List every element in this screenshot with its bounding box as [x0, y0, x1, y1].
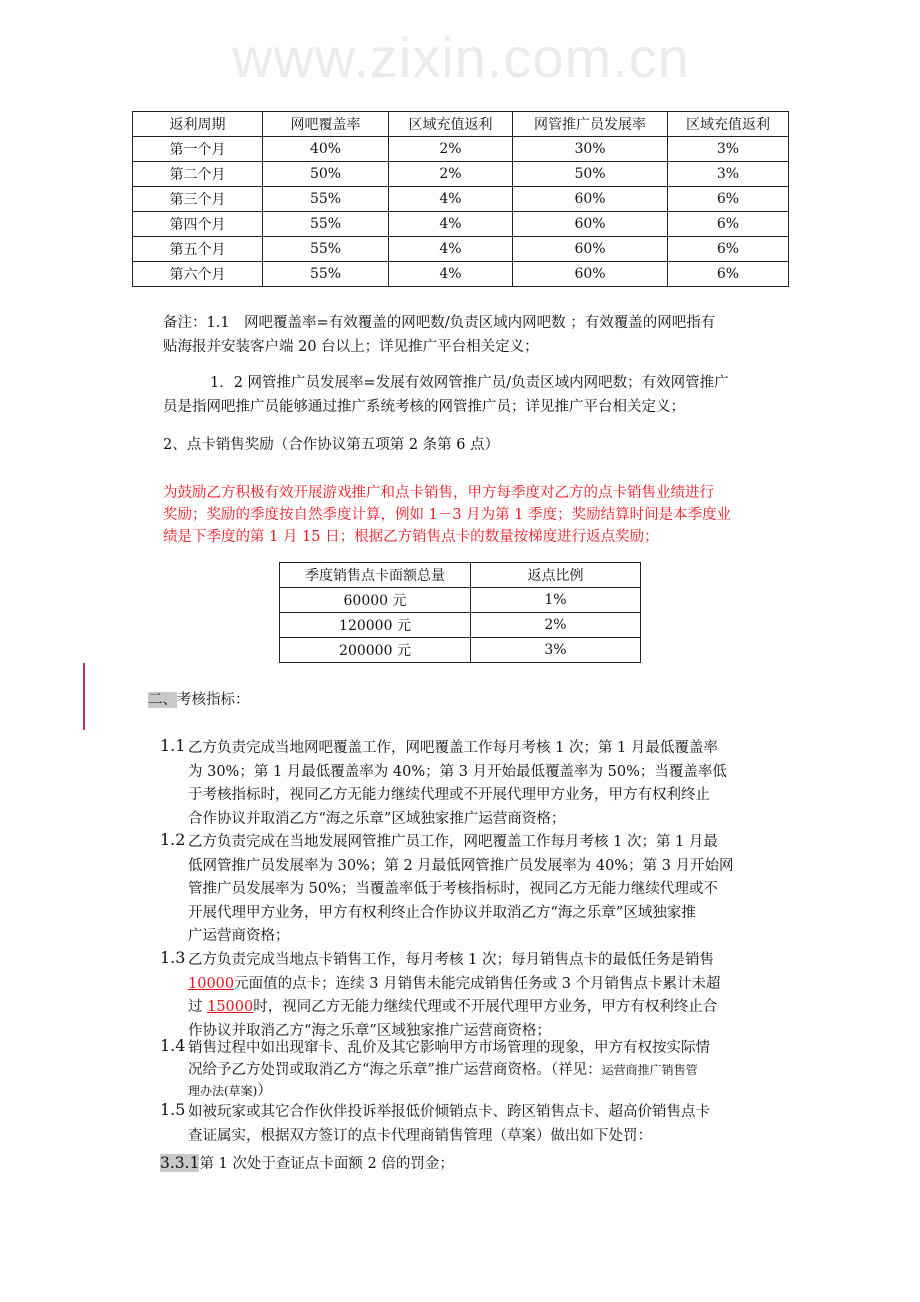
table-cell: 55%: [263, 262, 389, 287]
table-row: [133, 262, 789, 287]
red-para-line-3: 绩是下季度的第 1 月 15 日；根据乙方销售点卡的数量按梯度进行返点奖励；: [163, 529, 659, 545]
item-line: 作协议并取消乙方“海之乐章”区域独家推广运营商资格；: [188, 1022, 551, 1039]
table-cell: 第一个月: [133, 137, 263, 162]
item-text: 时，视同乙方无能力继续代理或不开展代理甲方业务，甲方有权利终止合: [253, 999, 718, 1015]
item-line: 于考核指标时，视同乙方无能力继续代理或不开展代理甲方业务，甲方有权利终止: [188, 787, 710, 803]
item-number: 1.3: [160, 948, 186, 967]
table-header: 区域充值返利: [668, 112, 789, 137]
sub-item-text: 第 1 次处于查证点卡面额 2 倍的罚金；: [199, 1156, 454, 1172]
table-cell: 第二个月: [133, 162, 263, 187]
item-text-small: 运营商推广销售管: [601, 1063, 698, 1077]
table-cell: 60%: [513, 187, 668, 212]
item-number: 1.5: [160, 1100, 186, 1119]
table-cell: 50%: [263, 162, 389, 187]
table-cell: 第三个月: [133, 187, 263, 212]
item-line: 开展代理甲方业务，甲方有权利终止合作协议并取消乙方“海之乐章”区域独家推: [188, 904, 696, 921]
item-text: 过: [188, 999, 203, 1015]
item-line: [188, 995, 717, 1016]
table-cell: 4%: [389, 212, 513, 237]
red-para-line-1: 为鼓励乙方积极有效开展游戏推广和点卡销售，甲方每季度对乙方的点卡销售业绩进行: [163, 485, 714, 501]
table-header: 网管推广员发展率: [513, 112, 668, 137]
table-cell: 60000 元: [280, 588, 471, 613]
item-line: 乙方负责完成在当地发展网管推广员工作，网吧覆盖工作每月考核 1 次；第 1 月最: [188, 834, 718, 850]
table-cell: 6%: [668, 212, 789, 237]
section-heading-text: 考核指标：: [177, 692, 250, 708]
table-cell: 4%: [389, 187, 513, 212]
underlined-value: 10000: [188, 975, 235, 992]
item-text: 况给予乙方处罚或取消乙方“海之乐章”推广运营商资格。（祥见：: [188, 1062, 602, 1078]
table-cell: 3%: [668, 162, 789, 187]
table-cell: 1%: [471, 588, 641, 613]
item-number: 1.4: [160, 1036, 186, 1055]
table-cell: 第六个月: [133, 262, 263, 287]
note-1-line-2: 贴海报并安装客户端 20 台以上；详见推广平台相关定义；: [163, 339, 539, 355]
table-cell: 2%: [471, 613, 641, 638]
table-cell: 50%: [513, 162, 668, 187]
table-header-row: [133, 112, 789, 137]
table-row: [133, 137, 789, 162]
item-line: 管推广员发展率为 50%；当覆盖率低于考核指标时，视同乙方无能力继续代理或不: [188, 881, 718, 897]
item-number: 1.2: [160, 830, 186, 849]
table-row: [280, 613, 641, 638]
table-header: 返利周期: [133, 112, 263, 137]
card-rebate-table: [279, 562, 641, 663]
item-line: 低网管推广员发展率为 30%；第 2 月最低网管推广员发展率为 40%；第 3 月开始网: [188, 857, 734, 874]
table-cell: 200000 元: [280, 638, 471, 663]
item-line: [188, 1058, 698, 1079]
table-cell: 55%: [263, 237, 389, 262]
note-1-line-1: 备注：1.1 网吧覆盖率=有效覆盖的网吧数/负责区域内网吧数 ；有效覆盖的网吧指有: [163, 315, 716, 331]
watermark: www.zixin.com.cn: [232, 26, 690, 89]
note-2-line-2: 员是指网吧推广员能够通过推广系统考核的网管推广员；详见推广平台相关定义；: [163, 399, 685, 415]
item-line: 广运营商资格；: [188, 928, 290, 944]
table-cell: 4%: [389, 262, 513, 287]
sub-item-number: 3.3.1: [160, 1154, 200, 1172]
red-para-line-2: 奖励；奖励的季度按自然季度计算，例如 1－3 月为第 1 季度；奖励结算时间是本季度业: [163, 507, 732, 523]
table-row: [280, 638, 641, 663]
revision-bar: [83, 663, 85, 730]
table-header: 返点比例: [471, 563, 641, 588]
table-header: 季度销售点卡面额总量: [280, 563, 471, 588]
table-cell: 第四个月: [133, 212, 263, 237]
section-2-title: 2、点卡销售奖励（合作协议第五项第 2 条第 6 点）: [163, 437, 500, 453]
table-cell: 60%: [513, 262, 668, 287]
table-cell: 55%: [263, 187, 389, 212]
table-cell: 60%: [513, 237, 668, 262]
table-cell: 第五个月: [133, 237, 263, 262]
table-row: [133, 212, 789, 237]
item-text: ）: [257, 1083, 272, 1099]
table-cell: 30%: [513, 137, 668, 162]
table-row: [280, 588, 641, 613]
table-cell: 60%: [513, 212, 668, 237]
table-cell: 6%: [668, 262, 789, 287]
item-line: [188, 1079, 272, 1100]
table-header: 区域充值返利: [389, 112, 513, 137]
sub-item: [160, 1152, 454, 1173]
table-cell: 55%: [263, 212, 389, 237]
item-line: 销售过程中如出现窜卡、乱价及其它影响甲方市场管理的现象，甲方有权按实际情: [188, 1040, 710, 1056]
table-row: [133, 162, 789, 187]
item-line: [188, 972, 721, 993]
table-row: [133, 237, 789, 262]
item-text: 元面值的点卡；连续 3 月销售未能完成销售任务或 3 个月销售点卡累计未超: [234, 975, 721, 992]
table-cell: 2%: [389, 162, 513, 187]
table-row: [133, 187, 789, 212]
table-cell: 3%: [668, 137, 789, 162]
rebate-table: [132, 111, 789, 287]
table-cell: 6%: [668, 187, 789, 212]
item-line: 为 30%；第 1 月最低覆盖率为 40%；第 3 月开始最低覆盖率为 50%；当覆盖率低: [188, 763, 727, 780]
note-2-line-1: 1．2 网管推广员发展率=发展有效网管推广员/负责区域内网吧数；有效网管推广: [210, 375, 729, 391]
table-cell: 120000 元: [280, 613, 471, 638]
item-line: 查证属实，根据双方签订的点卡代理商销售管理（草案）做出如下处罚：: [188, 1127, 652, 1144]
table-cell: 2%: [389, 137, 513, 162]
table-cell: 6%: [668, 237, 789, 262]
item-text-small: 理办法(草案): [188, 1084, 258, 1098]
item-line: 乙方负责完成当地点卡销售工作，每月考核 1 次；每月销售点卡的最低任务是销售: [188, 952, 714, 968]
section-heading: [148, 688, 250, 709]
item-line: 乙方负责完成当地网吧覆盖工作，网吧覆盖工作每月考核 1 次；第 1 月最低覆盖率: [188, 740, 718, 756]
item-line: 合作协议并取消乙方“海之乐章”区域独家推广运营商资格；: [188, 810, 566, 827]
table-cell: 4%: [389, 237, 513, 262]
section-number: 二、: [148, 692, 177, 708]
table-header: 网吧覆盖率: [263, 112, 389, 137]
table-cell: 40%: [263, 137, 389, 162]
table-header-row: [280, 563, 641, 588]
item-number: 1.1: [160, 736, 186, 755]
underlined-value: 15000: [207, 999, 254, 1015]
table-cell: 3%: [471, 638, 641, 663]
item-line: 如被玩家或其它合作伙伴投诉举报低价倾销点卡、跨区销售点卡、超高价销售点卡: [188, 1104, 710, 1120]
